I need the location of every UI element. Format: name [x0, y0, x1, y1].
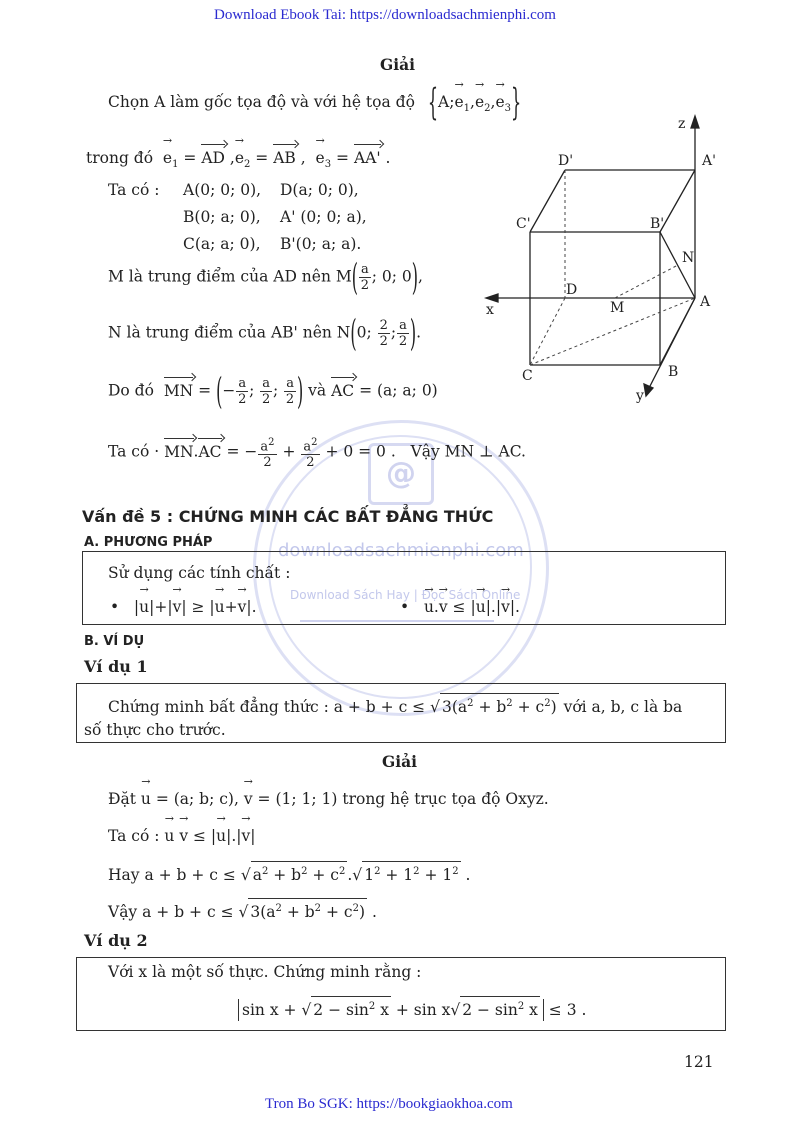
vector-mn-ac: Do đó MN = (− $\frac{a}{2}$ ; $\frac{a}{2}$ ; $\frac{a}{2}$ ) và AC = (a; a; 0) [108, 368, 438, 413]
label-d1: D' [558, 153, 574, 169]
example1-hay: Hay a + b + c ≤ √ $a^2 + b^2 + c^2$ .√ $1^2 + 1^2 + 1^2$ . [108, 861, 470, 885]
header-download-link[interactable]: Download Ebook Tai: https://downloadsachmienphi.com [214, 7, 556, 23]
label-b: B [668, 364, 679, 380]
section-title: Vấn đề 5 : CHỨNG MINH CÁC BẤT ĐẲNG THỨC [82, 507, 494, 526]
point-b-prime: B'(0; a; a). [280, 235, 362, 253]
point-d: D(a; 0; 0), [280, 181, 359, 199]
z-arrow [691, 116, 699, 128]
method-title: A. PHƯƠNG PHÁP [84, 535, 213, 550]
example1-dat: Đặt → u = (a; b; c), → v = (1; 1; 1) trong hệ trục tọa độ Oxyz. [108, 789, 549, 809]
cube-figure [470, 110, 740, 410]
example1-problem-line2: số thực cho trước. [84, 721, 226, 739]
example2-problem: Với x là một số thực. Chứng minh rằng : [108, 963, 422, 981]
watermark-site: downloadsachmienphi.com [278, 540, 524, 561]
point-b: B(0; a; 0), [183, 208, 261, 226]
label-b1: B' [650, 216, 665, 232]
y-arrow [644, 384, 653, 396]
watermark-tagline: Download Sách Hay | Đọc Sách Online [290, 588, 521, 602]
point-c: C(a; a; 0), [183, 235, 261, 253]
label-x: x [486, 302, 494, 318]
property-2: • → u.→ v ≤ |→ u|.|→ v|. [400, 597, 520, 617]
edge-a1b1 [660, 170, 695, 232]
edge-d1c1 [530, 170, 565, 232]
example1-conclusion: Vậy a + b + c ≤ √ $3(a^2 + b^2 + c^2)$ . [108, 898, 377, 922]
basis-definition: trong đó → $e_1$ = AD ,→ $e_2$ = AB , → $e_3 = AA'$ . [86, 148, 390, 175]
edge-dc [530, 298, 565, 365]
example2-inequality: sin x + √ $2 - \sin^2 x + \sin x√$ $2 - \sin^2 x \le 3$ . [238, 996, 586, 1020]
point-a-prime: A' (0; 0; a), [280, 208, 367, 226]
solution-intro: Chọn A làm gốc tọa độ và với hệ tọa độ {A;→ $e_1,\to e_2,\to e_3$} [108, 92, 521, 119]
label-y: y [636, 388, 644, 404]
label-d: D [566, 282, 578, 298]
watermark-book-icon: @ [368, 443, 434, 505]
label-c1: C' [516, 216, 531, 232]
label-a1: A' [702, 153, 716, 169]
examples-title: B. VÍ DỤ [84, 634, 145, 649]
midpoint-m: M là trung điểm của AD nên M( $\frac{a}{2}$ ; 0; 0), [108, 254, 423, 299]
method-text: Sử dụng các tính chất : [108, 564, 291, 582]
solution-title: Giải [380, 55, 416, 74]
x-arrow [486, 294, 498, 302]
segment-mn [615, 265, 678, 298]
footer-sgk-link[interactable]: Tron Bo SGK: https://bookgiaokhoa.com [265, 1096, 513, 1112]
example1-solution-title: Giải [382, 752, 418, 771]
point-a: A(0; 0; 0), [183, 181, 262, 199]
midpoint-n: N là trung điểm của AB' nên N(0; $\frac{2}{2}$ ; $\frac{a}{2}$ ). [108, 310, 422, 355]
page-number: 121 [684, 1053, 714, 1071]
label-m: M [610, 300, 625, 316]
ta-co-label: Ta có : [108, 181, 160, 199]
example1-ta-co: Ta có : → u → v ≤ |→ u|.|→ v| [108, 826, 256, 846]
label-a: A [700, 294, 711, 310]
example1-title: Ví dụ 1 [84, 657, 148, 676]
property-1: • |→ u|+|→ v| ≥ |→ u+→ v|. [110, 597, 257, 617]
label-c: C [522, 368, 533, 384]
example1-problem: Chứng minh bất đẳng thức : a + b + c ≤ √ $3(a^2 + b^2 + c^2)$ với a, b, c là ba [108, 693, 682, 717]
label-n: N [682, 250, 695, 266]
dot-product-result: Ta có · MN.AC = − $\frac{a^2}{2}$ + $\frac{a^2}{2}$ + 0 = 0 . Vậy MN ⊥ AC. [108, 437, 526, 471]
label-z: z [678, 116, 686, 132]
example2-title: Ví dụ 2 [84, 931, 148, 950]
